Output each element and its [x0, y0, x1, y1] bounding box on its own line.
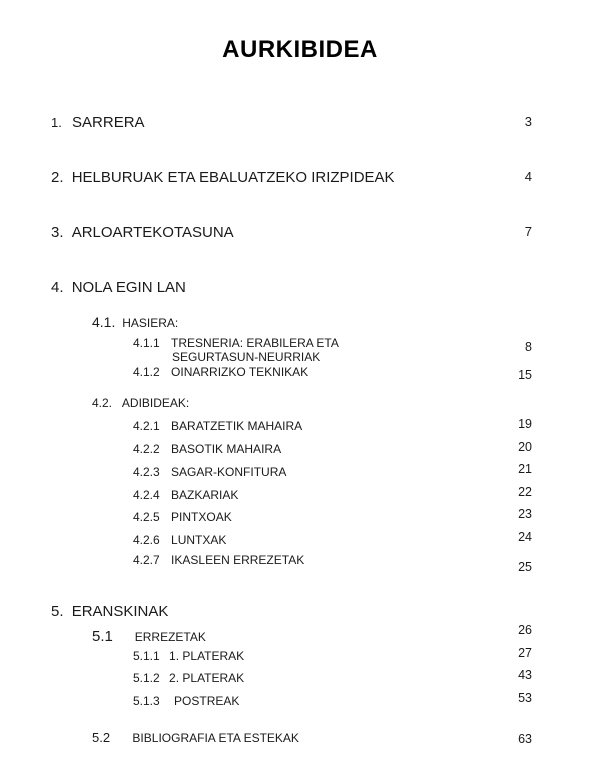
- toc-entry-5-1-1: [133, 649, 244, 663]
- toc-entry-label: PINTXOAK: [171, 510, 232, 524]
- toc-entry-page: 7: [524, 224, 532, 239]
- toc-entry-page: 4: [524, 169, 532, 184]
- toc-entry-label: ARLOARTEKOTASUNA: [71, 224, 234, 241]
- toc-entry-4-2-5: [133, 510, 232, 524]
- toc-entry-number: 4.2.4: [133, 488, 160, 502]
- toc-entry-number: 4.2.1: [133, 419, 160, 433]
- toc-entry-number: 4.1.1: [133, 336, 160, 350]
- toc-entry-5: [51, 603, 168, 620]
- toc-entry-label: LUNTXAK: [171, 533, 227, 547]
- toc-entry-label: TRESNERIA: ERABILERA ETA: [171, 336, 339, 350]
- toc-entry-4-2-4: [133, 488, 238, 502]
- toc-entry-label: ERREZETAK: [134, 630, 206, 644]
- toc-entry-4-1-1: [133, 336, 339, 350]
- toc-entry-label: 2. PLATERAK: [169, 671, 245, 685]
- toc-entry-label: ADIBIDEAK:: [121, 396, 190, 410]
- toc-entry-number: 4.1.2: [133, 365, 160, 379]
- toc-entry-page: 23: [518, 507, 532, 521]
- toc-entry-page: 20: [518, 440, 532, 454]
- toc-entry-page: 53: [518, 691, 532, 705]
- toc-entry-label: NOLA EGIN LAN: [71, 279, 186, 296]
- toc-entry-2: [51, 169, 395, 186]
- toc-entry-page: 27: [518, 646, 532, 660]
- toc-entry-label: IKASLEEN ERREZETAK: [171, 553, 305, 567]
- toc-entry-page: 22: [518, 485, 532, 499]
- toc-entry-4-2-3: [133, 465, 286, 479]
- toc-entry-label: HASIERA:: [122, 316, 179, 330]
- toc-entry-label: BARATZETIK MAHAIRA: [171, 419, 303, 433]
- toc-entry-page: 43: [518, 668, 532, 682]
- toc-entry-label: SARRERA: [72, 114, 145, 131]
- toc-entry-label: ERANSKINAK: [71, 603, 169, 620]
- toc-entry-page: 8: [525, 340, 532, 354]
- toc-entry-number: 5.1: [92, 628, 113, 645]
- toc-entry-page: 3: [524, 114, 532, 129]
- toc-entry-page: 19: [518, 417, 532, 431]
- toc-entry-number: 4.2.: [92, 396, 113, 410]
- toc-entry-4-1-2: [133, 365, 308, 379]
- toc-entry-label: BASOTIK MAHAIRA: [171, 442, 282, 456]
- toc-entry-number: 5.: [51, 603, 64, 620]
- toc-entry-number: 2.: [51, 169, 64, 186]
- toc-entry-label: OINARRIZKO TEKNIKAK: [171, 365, 309, 379]
- toc-entry-number: 5.2: [92, 730, 111, 745]
- toc-entry-number: 4.2.5: [133, 510, 160, 524]
- toc-entry-4-2: [92, 394, 189, 410]
- toc-entry-number: 3.: [51, 224, 64, 241]
- toc-entry-4: [51, 279, 186, 296]
- toc-entry-label: POSTREAK: [174, 694, 240, 708]
- toc-entry-label: BAZKARIAK: [171, 488, 239, 502]
- toc-entry-number: 1.: [51, 115, 62, 130]
- toc-entry-page: 63: [518, 732, 532, 746]
- toc-entry-page: 26: [518, 623, 532, 637]
- toc-entry-page: 25: [518, 560, 532, 574]
- toc-entry-5-2: [92, 730, 299, 745]
- toc-entry-number: 5.1.1: [133, 649, 160, 663]
- toc-entry-label: 1. PLATERAK: [169, 649, 245, 663]
- toc-entry-page: 24: [518, 530, 532, 544]
- toc-entry-label: BIBLIOGRAFIA ETA ESTEKAK: [132, 731, 299, 745]
- toc-entry-number: 5.1.3: [133, 694, 160, 708]
- toc-entry-page: 21: [518, 462, 532, 476]
- toc-entry-label: HELBURUAK ETA EBALUATZEKO IRIZPIDEAK: [71, 169, 395, 186]
- toc-entry-number: 4.2.3: [133, 465, 160, 479]
- page-title: AURKIBIDEA: [222, 36, 378, 63]
- toc-entry-page: 15: [518, 368, 532, 382]
- toc-entry-number: 4.1.: [92, 314, 116, 330]
- toc-entry-number: 5.1.2: [133, 671, 160, 685]
- toc-entry-4-1: [92, 314, 178, 330]
- toc-entry-1: [51, 114, 145, 131]
- toc-entry-3: [51, 224, 234, 241]
- toc-entry-4-2-1: [133, 419, 302, 433]
- toc-entry-number: 4.2.7: [133, 553, 160, 567]
- toc-entry-4-2-6: [133, 533, 226, 547]
- toc-entry-number: 4.2.6: [133, 533, 160, 547]
- toc-entry-4-2-2: [133, 442, 281, 456]
- toc-entry-5-1: [92, 628, 206, 645]
- toc-entry-label: SAGAR-KONFITURA: [171, 465, 287, 479]
- toc-entry-4-2-7: [133, 553, 304, 567]
- toc-entry-number: 4.2.2: [133, 442, 160, 456]
- toc-entry-5-1-2: [133, 671, 244, 685]
- toc-entry-number: 4.: [51, 279, 64, 296]
- toc-entry-label-continued: SEGURTASUN-NEURRIAK: [172, 350, 321, 364]
- toc-entry-5-1-3: [133, 694, 239, 708]
